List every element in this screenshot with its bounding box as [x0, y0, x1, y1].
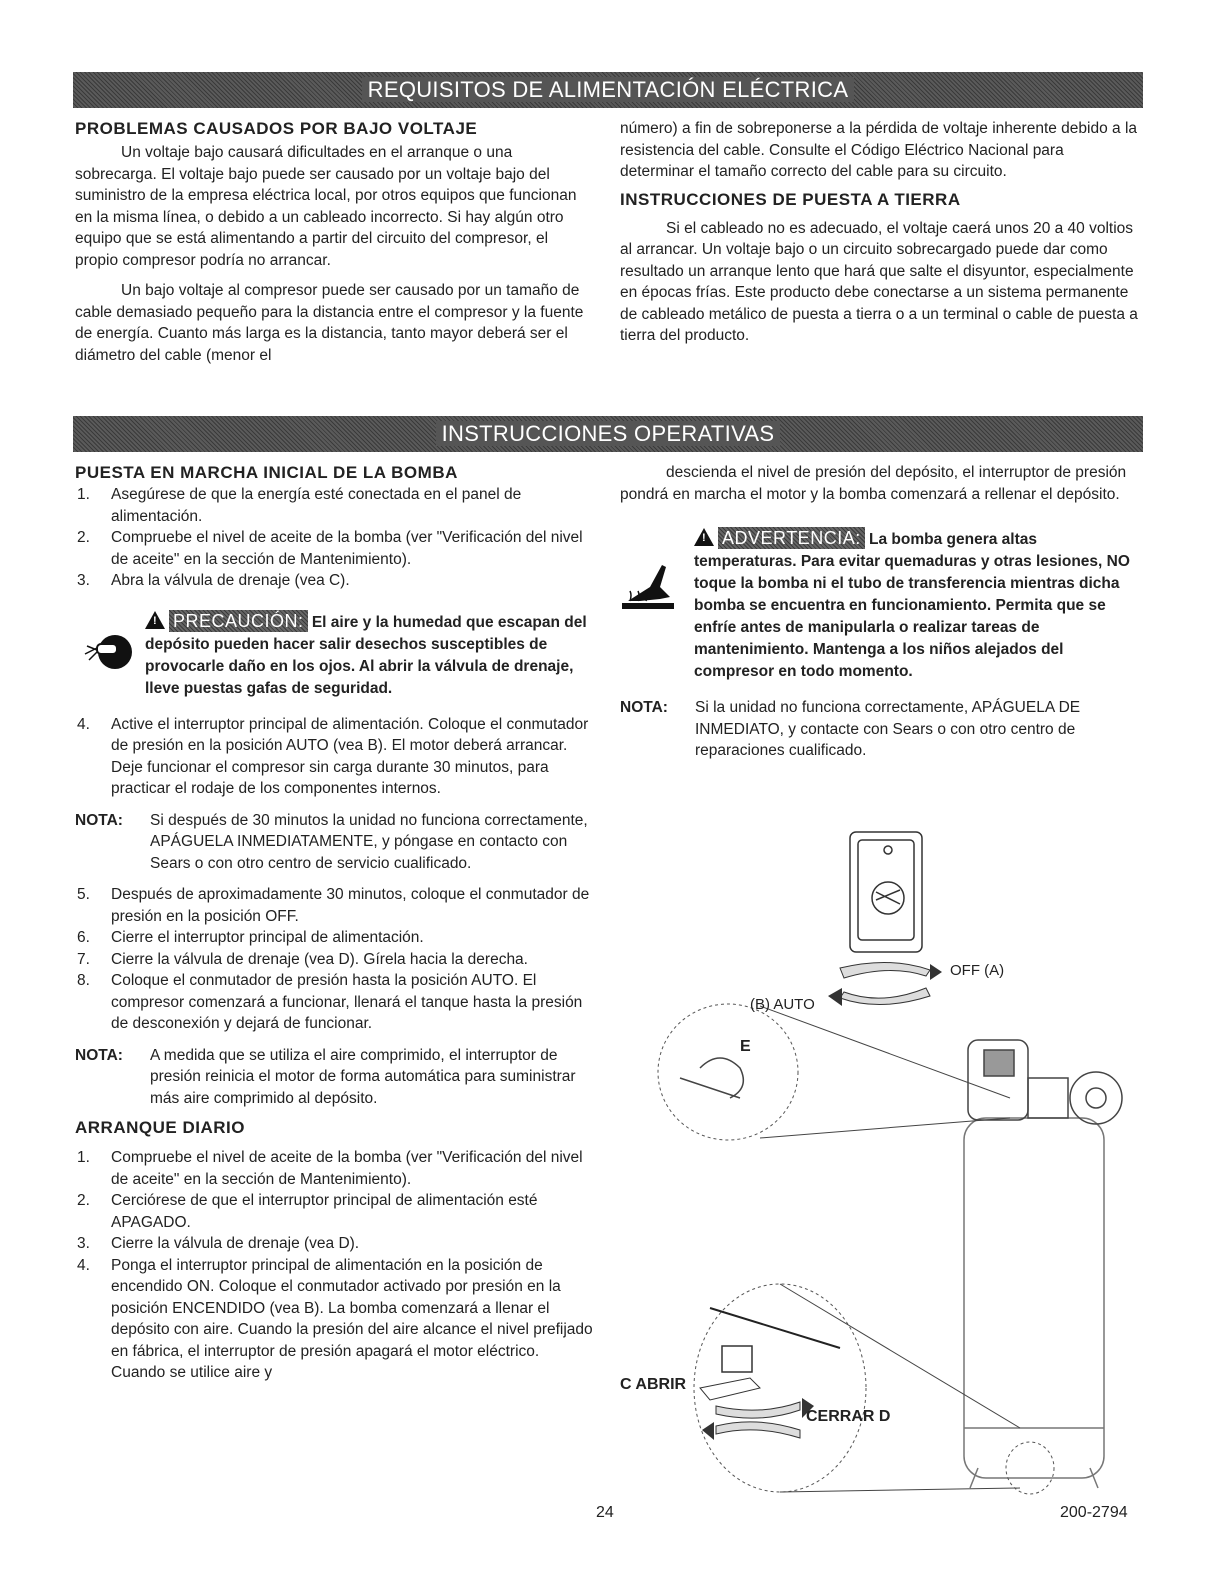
warning-box: [620, 527, 1140, 683]
list-item: 6. Cierre el interruptor principal de alimentación.: [77, 929, 424, 946]
steps-list-c: [75, 1147, 595, 1384]
list-item: 2. Cerciórese de que el interruptor principal de alimentación esté APAGADO.: [77, 1192, 538, 1231]
compressor-figure: [600, 828, 1140, 1498]
document-number: 200-2794: [1060, 1504, 1128, 1521]
wire-size-para: número) a fin de sobreponerse a la pérdida de voltaje inherente debido a la resistencia del cable. Consulte el Código Eléctrico Nacional para determinar el tamaño correcto del cable para su circuito.: [620, 120, 1138, 180]
hot-surface-hand-icon: [620, 557, 676, 613]
note-1: NOTA: Si después de 30 minutos la unidad no funciona correctamente, APÁGUELA INMEDIATAMENTE, y póngase en contacto con Sears o con otro centro de servicio cualificado.: [75, 811, 588, 872]
daily-start-heading: ARRANQUE DIARIO: [75, 1118, 245, 1137]
list-item: 1. Asegúrese de que la energía esté conectada en el panel de alimentación.: [77, 486, 522, 525]
page-number: 24: [596, 1504, 614, 1521]
compressor-illustration: [600, 828, 1140, 1498]
pressure-switch: [850, 832, 922, 952]
c-open-label: C ABRIR: [620, 1376, 687, 1393]
note-right: NOTA: Si la unidad no funciona correctamente, APÁGUELA DE INMEDIATO, y contacte con Sears o con otro centro de reparaciones cualificado.: [620, 699, 1081, 759]
initial-start-section: [75, 462, 595, 1384]
off-label: OFF (A): [950, 962, 1005, 979]
list-item: 4. Active el interruptor principal de alimentación. Coloque el conmutador de presión en la posición AUTO (vea B). El motor deberá arrancar. Deje funcionar el compresor sin carga durante 30 minutos, para practicar el rodaje de los componentes internos.: [77, 715, 589, 797]
steps-list-a: [75, 484, 595, 592]
grounding-para: Si el cableado no es adecuado, el voltaje caerá unos 20 a 40 voltios al arrancar. Un voltaje bajo o un circuito sobrecargado puede dar como resultado un arranque lento que hará que salte el disyuntor, especialmente en épocas frías. Este producto debe conectarse a un sistema permanente de cableado metálico de puesta a tierra o a un terminal o cable de puesta a tierra del producto.: [620, 219, 1138, 344]
caution-box: [75, 610, 595, 700]
section-banner-operating: INSTRUCCIONES OPERATIVAS: [73, 416, 1143, 452]
goggles-icon: [83, 622, 133, 678]
initial-start-heading: PUESTA EN MARCHA INICIAL DE LA BOMBA: [75, 463, 458, 482]
low-voltage-section: [75, 118, 595, 366]
low-voltage-para-1: Un voltaje bajo causará dificultades en el arranque o una sobrecarga. El voltaje bajo puede ser causado por un voltaje bajo del suministro de la empresa eléctrica local, por otros equipos que funcionan en la misma línea, o debido a un cableado incorrecto. Si hay algún otro equipo que se está alimentando a partir del circuito del compresor, el propio compresor podría no arrancar.: [75, 144, 577, 269]
compressor-tank: [964, 1118, 1104, 1488]
refill-para: descienda el nivel de presión del depósito, el interruptor de presión pondrá en marcha el motor y la bomba comenzará a rellenar el depósito.: [620, 464, 1127, 503]
note-2: NOTA: A medida que se utiliza el aire comprimido, el interruptor de presión reinicia el motor de forma automática para suministrar más aire comprimido al depósito.: [75, 1046, 576, 1107]
list-item: 3. Cierre la válvula de drenaje (vea D).: [77, 1235, 360, 1252]
warning-tag: ADVERTENCIA:: [718, 527, 865, 549]
e-label: E: [740, 1038, 751, 1055]
warning-triangle-icon: !: [694, 528, 714, 546]
warning-triangle-icon: !: [145, 611, 165, 629]
list-item: 5. Después de aproximadamente 30 minutos, coloque el conmutador de presión en la posición OFF.: [77, 886, 590, 925]
grounding-section: [620, 118, 1140, 347]
low-voltage-para-2: Un bajo voltaje al compresor puede ser causado por un tamaño de cable demasiado pequeño para la distancia entre el compresor y la fuente de energía. Cuanto más larga es la distancia, tanto mayor deberá ser el diámetro del cable (menor el: [75, 282, 584, 364]
caution-text: El aire y la humedad que escapan del depósito pueden hacer salir desechos susceptibles de provocarle daño en los ojos. Al abrir la válvula de drenaje, lleve puestas gafas de seguridad.: [145, 613, 587, 697]
list-item: 2. Compruebe el nivel de aceite de la bomba (ver "Verificación del nivel de aceite" en la sección de Mantenimiento).: [77, 529, 583, 568]
caution-tag: PRECAUCIÓN:: [169, 610, 308, 632]
list-item: 3. Abra la válvula de drenaje (vea C).: [77, 572, 350, 589]
low-voltage-heading: PROBLEMAS CAUSADOS POR BAJO VOLTAJE: [75, 119, 478, 138]
grounding-heading: INSTRUCCIONES DE PUESTA A TIERRA: [620, 189, 961, 209]
list-item: 4. Ponga el interruptor principal de alimentación en la posición de encendido ON. Coloque el conmutador activado por presión en la posición ENCENDIDO (vea B). La bomba comenzará a llenar el depósito con aire. Cuando la presión del aire alcance el nivel prefijado en fábrica, el interruptor de presión apagará el motor eléctrico. Cuando se utilice aire y: [77, 1256, 593, 1381]
warning-text: La bomba genera altas temperaturas. Para evitar quemaduras y otras lesiones, NO toque la bomba ni el tubo de transferencia mientras dicha bomba se encuentra en funcionamiento. Permita que se enfríe antes de manipularla o realizar tareas de mantenimiento. Mantenga a los niños alejados del compresor en todo momento.: [694, 531, 1130, 680]
list-item: 8. Coloque el conmutador de presión hasta la posición AUTO. El compresor comenzará a funcionar, llenará el tanque hasta la presión de desconexión y dejará de funcionar.: [77, 972, 583, 1032]
list-item: 1. Compruebe el nivel de aceite de la bomba (ver "Verificación del nivel de aceite" en la sección de Mantenimiento).: [77, 1149, 583, 1188]
auto-label: (B) AUTO: [750, 996, 815, 1013]
list-item: 7. Cierre la válvula de drenaje (vea D). Gírela hacia la derecha.: [77, 950, 528, 968]
d-close-label: CERRAR D: [806, 1408, 891, 1425]
section-banner-power: REQUISITOS DE ALIMENTACIÓN ELÉCTRICA: [73, 72, 1143, 108]
compressor-pump: [968, 1040, 1122, 1124]
right-operating-section: [620, 462, 1140, 762]
steps-list-b: [75, 884, 595, 1035]
